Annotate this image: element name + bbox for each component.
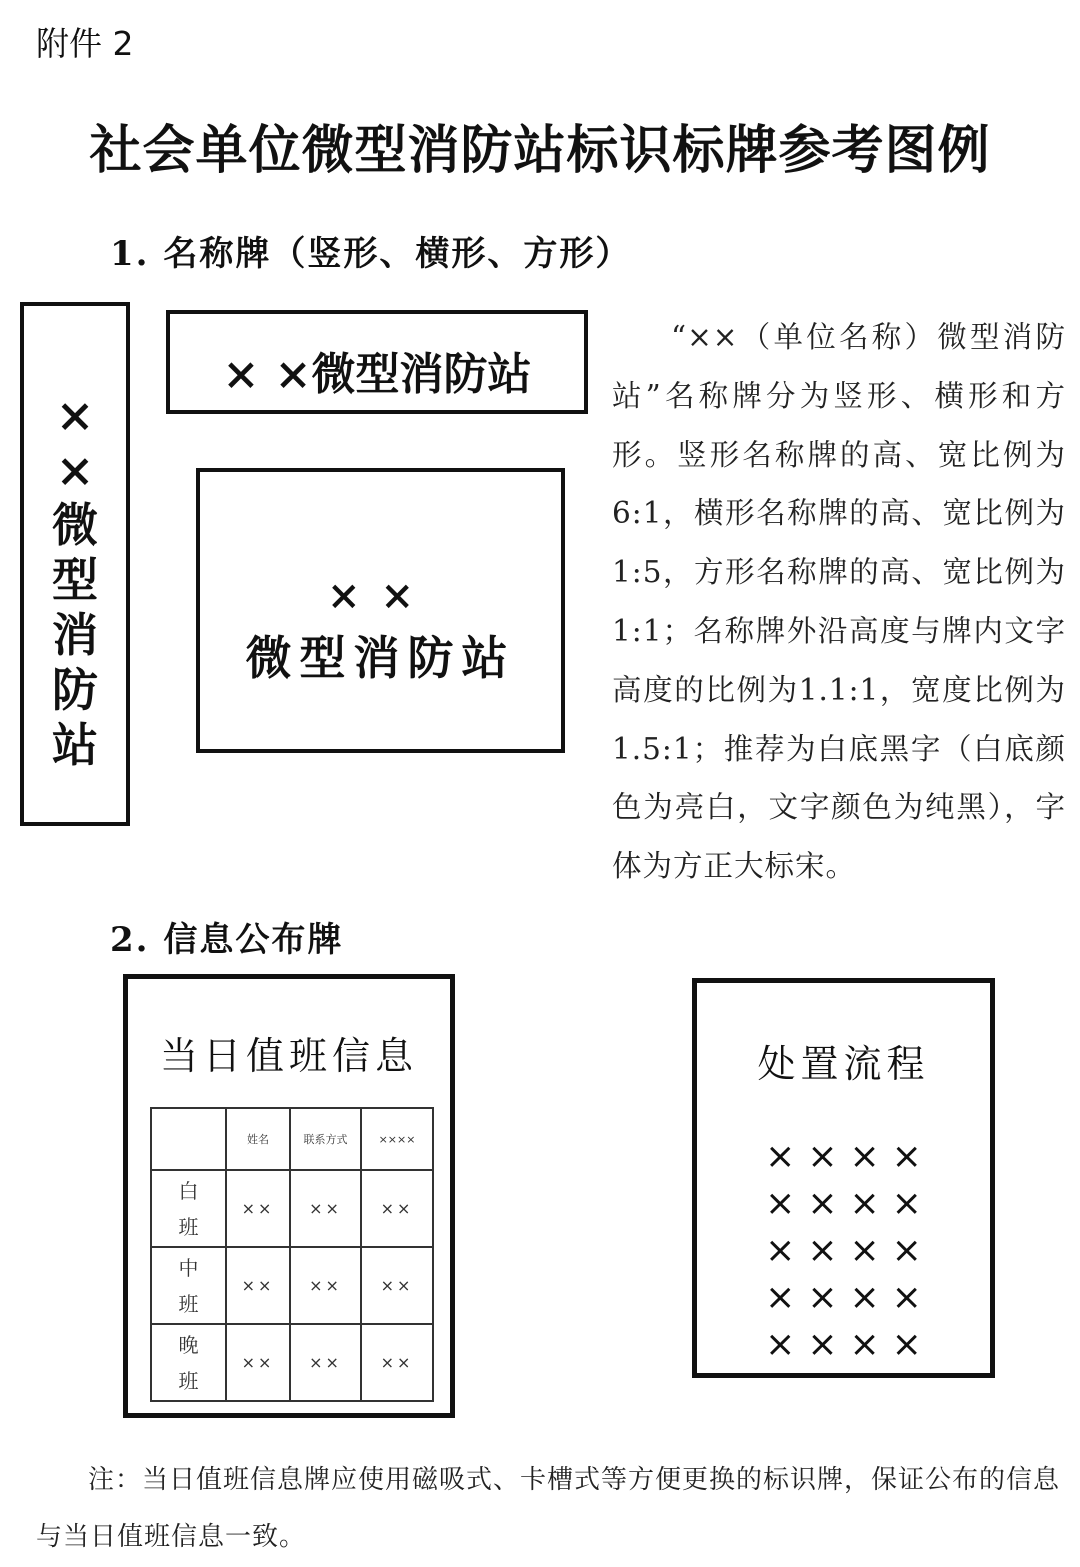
table-row (151, 1247, 433, 1324)
process-step-row: ×××× (765, 1136, 934, 1177)
table-cell: ×× (361, 1324, 433, 1401)
table-cell: ×× (226, 1324, 290, 1401)
table-row (151, 1324, 433, 1401)
table-cell: ×× (361, 1247, 433, 1324)
footnote: 注：当日值班信息牌应使用磁吸式、卡槽式等方便更换的标识牌，保证公布的信息与当日值班信息一致。 (36, 1465, 1061, 1552)
vertical-plate-char: × (55, 388, 95, 442)
table-header-cell: ×××× (361, 1108, 433, 1170)
process-board-title: 处置流程 (757, 1042, 930, 1086)
table-cell: ×× (290, 1247, 361, 1324)
shift-label: 晚 (178, 1332, 199, 1357)
process-steps (697, 1133, 990, 1368)
shift-cell (151, 1324, 226, 1401)
process-board (692, 978, 995, 1378)
shift-label: 中 (178, 1255, 199, 1280)
section-heading-name-plates: 1. 名称牌（竖形、横形、方形） (110, 234, 632, 274)
horizontal-name-plate (166, 310, 588, 414)
name-plate-description: “××（单位名称）微型消防站”名称牌分为竖形、横形和方形。竖形名称牌的高、宽比例为6:1，横形名称牌的高、宽比例为1:5，方形名称牌的高、宽比例为1:1；名称牌外沿高度与牌内文字高度的比例为1.1:1，宽度比例为1.5:1；推荐为白底黑字（白底颜色为亮白，文字颜色为纯黑），字体为方正大标宋。 (612, 320, 1066, 884)
shift-label: 班 (178, 1214, 199, 1239)
duty-info-board (123, 974, 455, 1418)
square-plate-top-text: ×× (326, 572, 435, 619)
table-header-cell: 联系方式 (290, 1108, 361, 1170)
table-header-cell: 姓名 (226, 1108, 290, 1170)
process-step-row: ×××× (765, 1324, 934, 1365)
shift-label: 班 (178, 1291, 199, 1316)
table-row (151, 1170, 433, 1247)
attachment-label: 附件 2 (36, 24, 134, 63)
vertical-plate-char: 消 (52, 608, 98, 662)
shift-cell (151, 1247, 226, 1324)
vertical-plate-char: 站 (52, 718, 98, 772)
page-title: 社会单位微型消防站标识标牌参考图例 (89, 120, 991, 181)
process-step-row: ×××× (765, 1277, 934, 1318)
vertical-name-plate (20, 302, 130, 826)
section-heading-info-board: 2. 信息公布牌 (110, 920, 344, 960)
duty-table (150, 1107, 434, 1402)
vertical-plate-char: 防 (52, 663, 98, 717)
shift-label: 班 (178, 1368, 199, 1393)
table-cell: ×× (361, 1170, 433, 1247)
process-step-row: ×××× (765, 1183, 934, 1224)
vertical-plate-char: × (55, 443, 95, 497)
table-header-cell (151, 1108, 226, 1170)
table-cell: ×× (226, 1247, 290, 1324)
process-step-row: ×××× (765, 1230, 934, 1271)
square-name-plate (196, 468, 565, 753)
vertical-plate-text (24, 388, 126, 773)
shift-label: 白 (178, 1178, 199, 1203)
table-header-row (151, 1108, 433, 1170)
vertical-plate-char: 型 (52, 553, 98, 607)
vertical-plate-char: 微 (52, 498, 98, 552)
table-cell: ×× (290, 1170, 361, 1247)
shift-cell (151, 1170, 226, 1247)
square-plate-bottom-text: 微型消防站 (245, 631, 516, 685)
table-cell: ×× (290, 1324, 361, 1401)
horizontal-plate-text: × ×微型消防站 (222, 349, 532, 400)
duty-board-title: 当日值班信息 (159, 1034, 418, 1078)
table-cell: ×× (226, 1170, 290, 1247)
